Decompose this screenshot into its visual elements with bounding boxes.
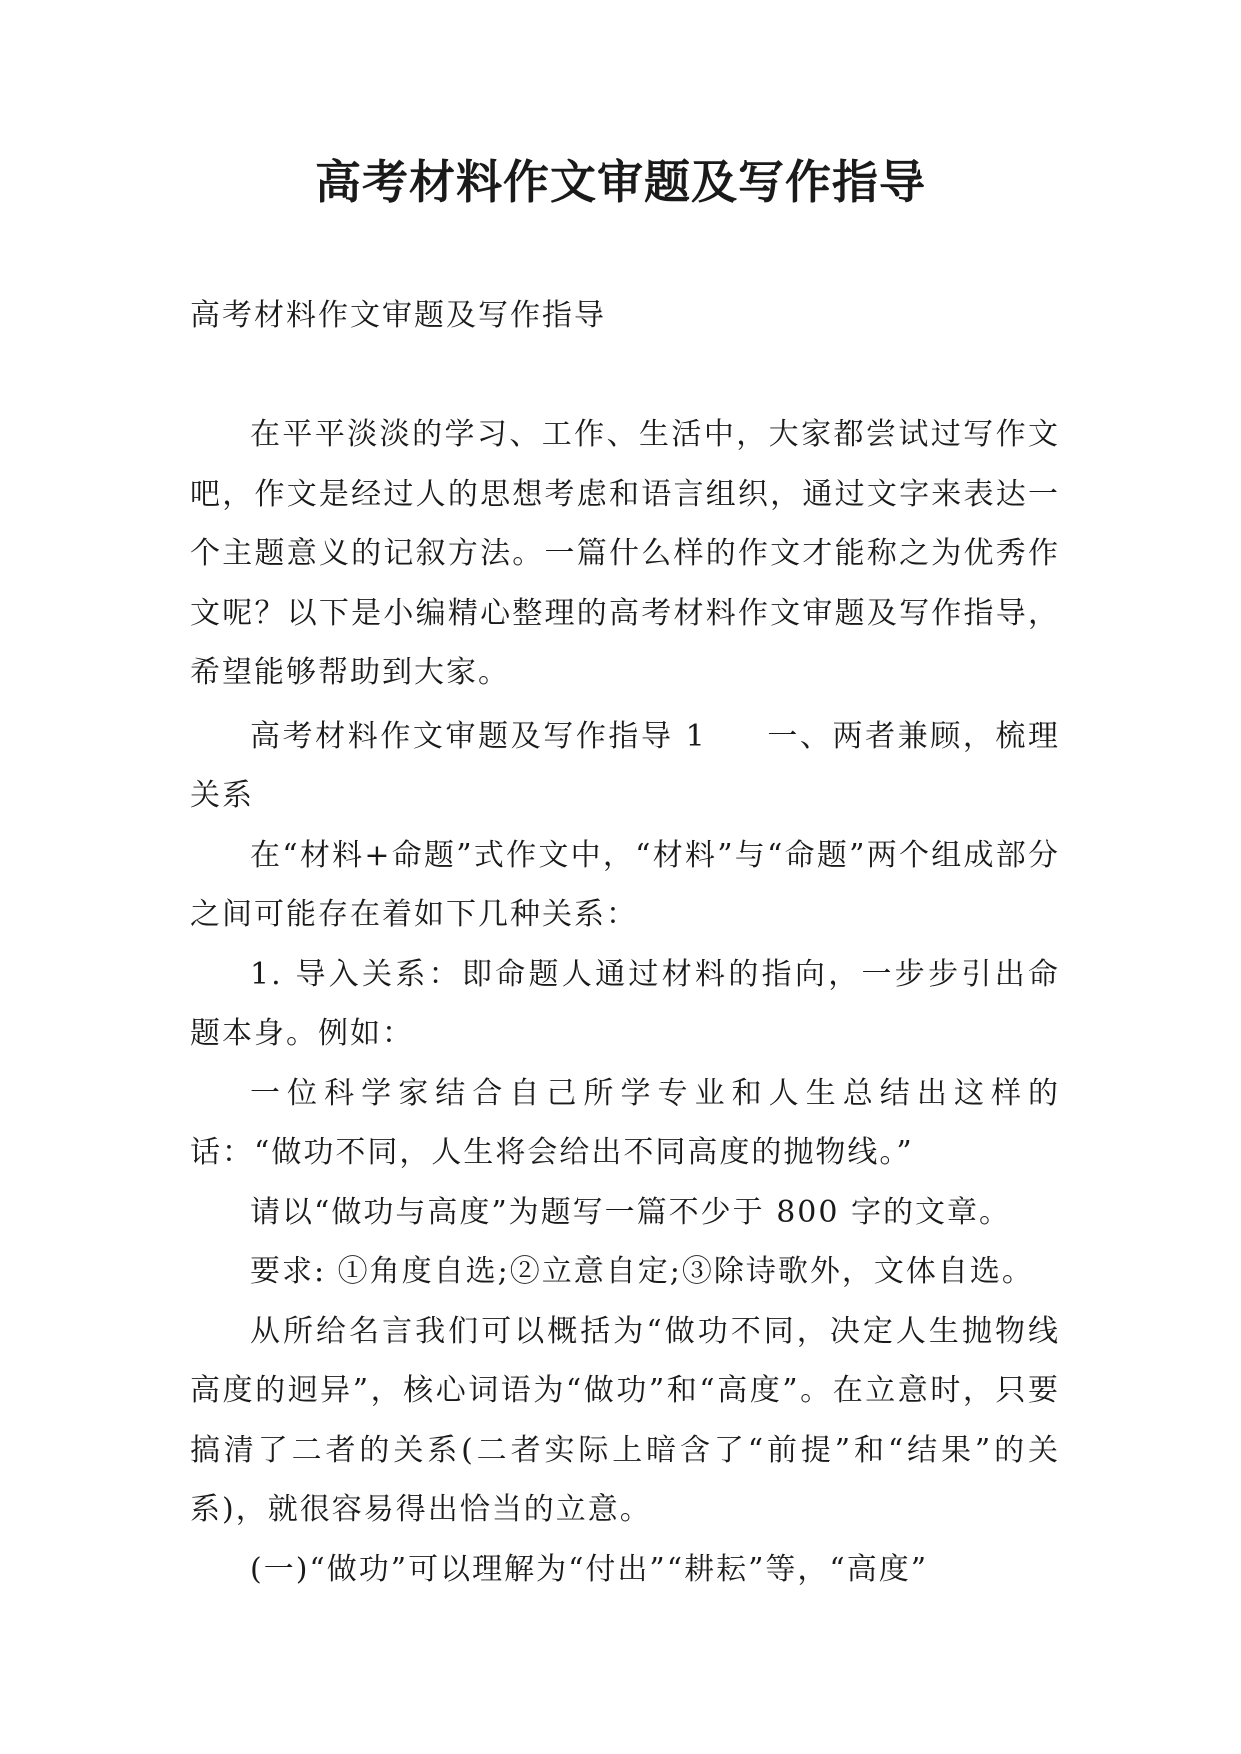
relation-intro-paragraph: 在“材料+命题”式作文中，“材料”与“命题”两个组成部分之间可能存在着如下几种关系： — [190, 837, 1060, 932]
prompt-paragraph: 请以“做功与高度”为题写一篇不少于 800 字的文章。 — [250, 1194, 1012, 1230]
quote-paragraph: 一位科学家结合自己所学专业和人生总结出这样的话：“做功不同，人生将会给出不同高度的抛物线。” — [190, 1075, 1060, 1170]
section-subheading: 一、两者兼顾，梳理关系 — [190, 718, 1060, 813]
document-title: 高考材料作文审题及写作指导 — [315, 155, 926, 209]
section-heading-paragraph — [190, 707, 1060, 826]
analysis-paragraph: 从所给名言我们可以概括为“做功不同，决定人生抛物线高度的迥异”，核心词语为“做功”和“高度”。在立意时，只要搞清了二者的关系(二者实际上暗含了“前提”和“结果”的关系)，就很容易得出恰当的立意。 — [190, 1313, 1060, 1527]
requirements-paragraph: 要求: ①角度自选;②立意自定;③除诗歌外，文体自选。 — [250, 1254, 1034, 1289]
section-title: 高考材料作文审题及写作指导 1 — [250, 718, 707, 754]
import-relation-paragraph: 1. 导入关系：即命题人通过材料的指向，一步步引出命题本身。例如： — [190, 956, 1060, 1051]
intro-paragraph: 在平平淡淡的学习、工作、生活中，大家都尝试过写作文吧，作文是经过人的思想考虑和语言组织，通过文字来表达一个主题意义的记叙方法。一篇什么样的作文才能称之为优秀作文呢？以下是小编精心整理的高考材料作文审题及写作指导，希望能够帮助到大家。 — [190, 417, 1060, 690]
point-one-paragraph: (一)“做功”可以理解为“付出”“耕耘”等，“高度” — [250, 1551, 929, 1587]
document-subtitle: 高考材料作文审题及写作指导 — [190, 298, 606, 333]
document-body — [190, 405, 1060, 1599]
